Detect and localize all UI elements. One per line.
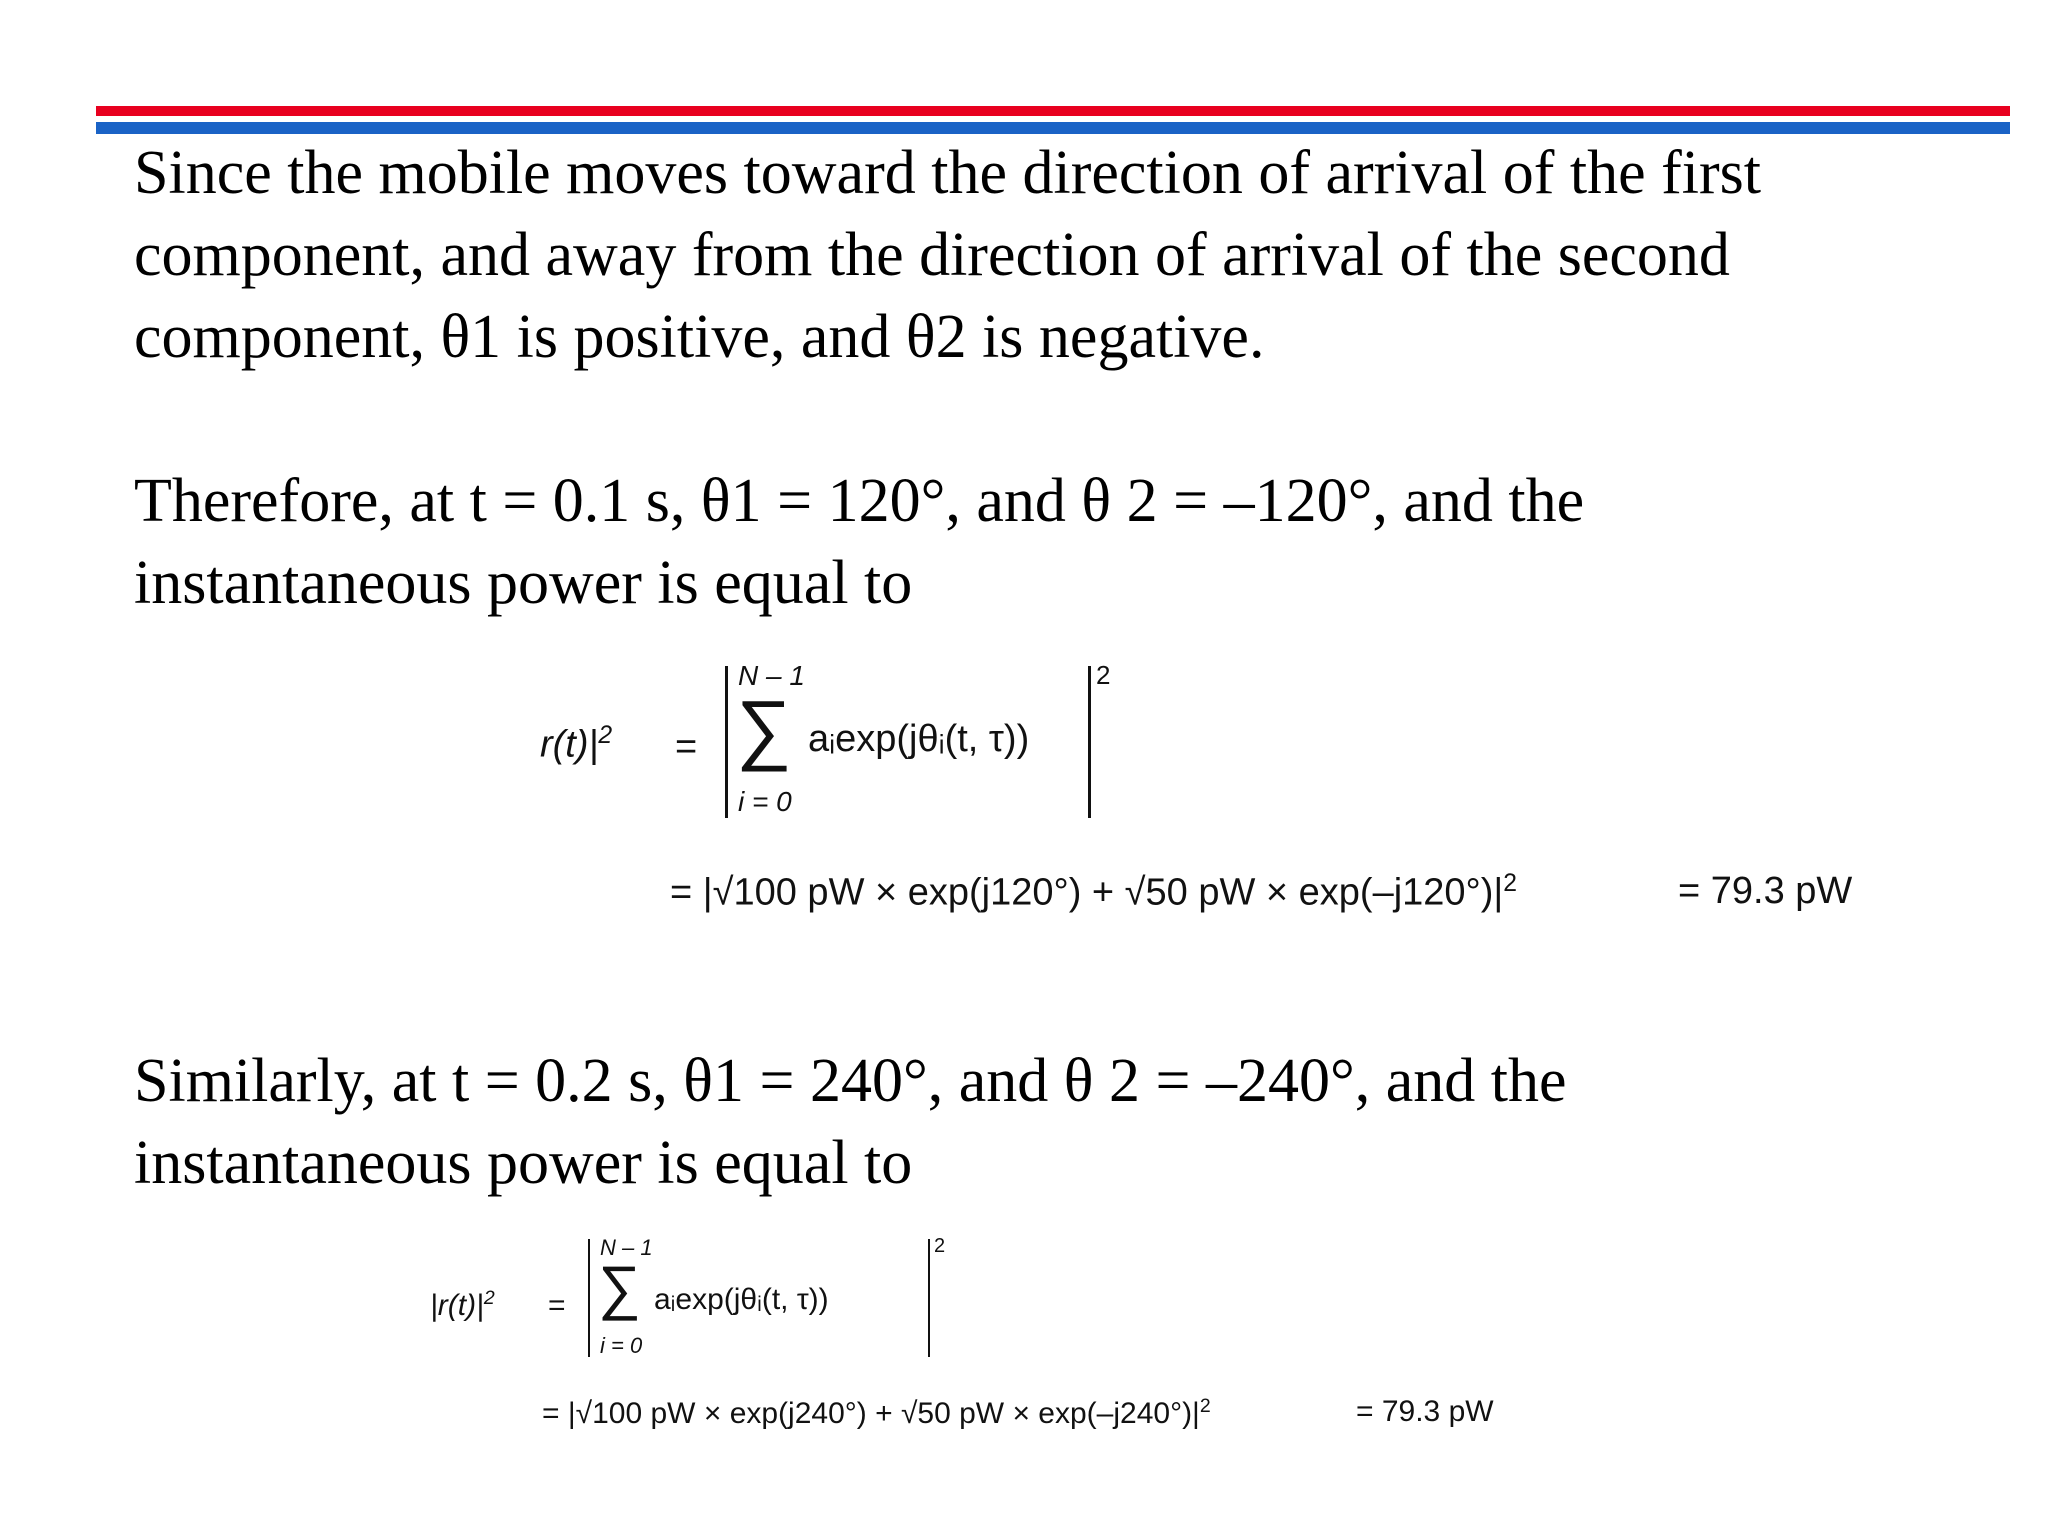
sum-upper-limit: N – 1 xyxy=(738,660,805,691)
sum-term: aᵢexp(jθᵢ(t, τ)) xyxy=(654,1283,829,1316)
equation-power-t-0-1 xyxy=(540,660,1900,940)
paragraph-t-0-2 xyxy=(134,1040,1567,1204)
text-line: component, θ1 is positive, and θ2 is negative. xyxy=(134,303,1265,371)
sum-lower-limit: i = 0 xyxy=(600,1333,643,1358)
eq-result: = 79.3 pW xyxy=(1356,1395,1494,1428)
text-line: Therefore, at t = 0.1 s, θ1 = 120°, and θ 2 = –120°, and the xyxy=(134,467,1585,535)
sigma-symbol: ∑ xyxy=(736,684,792,772)
text-line: Since the mobile moves toward the direction of arrival of the first xyxy=(134,139,1762,207)
abs-bar-left xyxy=(725,666,728,818)
text-line: component, and away from the direction of arrival of the second xyxy=(134,221,1730,289)
eq-lhs: $|r(t)|^2$ xyxy=(430,1287,495,1322)
sum-lower-limit: i = 0 xyxy=(738,786,792,817)
eq-result: = 79.3 pW xyxy=(1678,870,1853,912)
equation-power-t-0-2 xyxy=(430,1235,1530,1455)
abs-bar-left xyxy=(588,1239,590,1357)
sum-upper-limit: N – 1 xyxy=(600,1235,653,1260)
sum-term: aᵢexp(jθᵢ(t, τ)) xyxy=(808,718,1030,760)
paragraph-direction-of-arrival xyxy=(134,132,1761,378)
header-rule-red xyxy=(96,106,2010,116)
eq-equals: = xyxy=(675,726,698,768)
text-line: instantaneous power is equal to xyxy=(134,1129,913,1197)
eq-line2: = |√100 pW × exp(j120°) + √50 pW × $\exp(-j120^\circ)|^2$ xyxy=(670,870,1518,914)
abs-bar-right xyxy=(1088,666,1091,818)
eq-equals: = xyxy=(548,1289,566,1322)
sigma-symbol: ∑ xyxy=(598,1254,641,1321)
eq-lhs: $r(t)|^2$ xyxy=(540,722,613,766)
eq-line2: = |√100 pW × exp(j240°) + √50 pW × $\exp(-j240^\circ)|^2$ xyxy=(542,1395,1211,1430)
paragraph-t-0-1 xyxy=(134,460,1584,624)
outer-exponent: 2 xyxy=(1096,660,1111,690)
text-line: instantaneous power is equal to xyxy=(134,549,913,617)
abs-bar-right xyxy=(928,1239,930,1357)
text-line: Similarly, at t = 0.2 s, θ1 = 240°, and θ 2 = –240°, and the xyxy=(134,1047,1567,1115)
outer-exponent: 2 xyxy=(934,1235,946,1257)
